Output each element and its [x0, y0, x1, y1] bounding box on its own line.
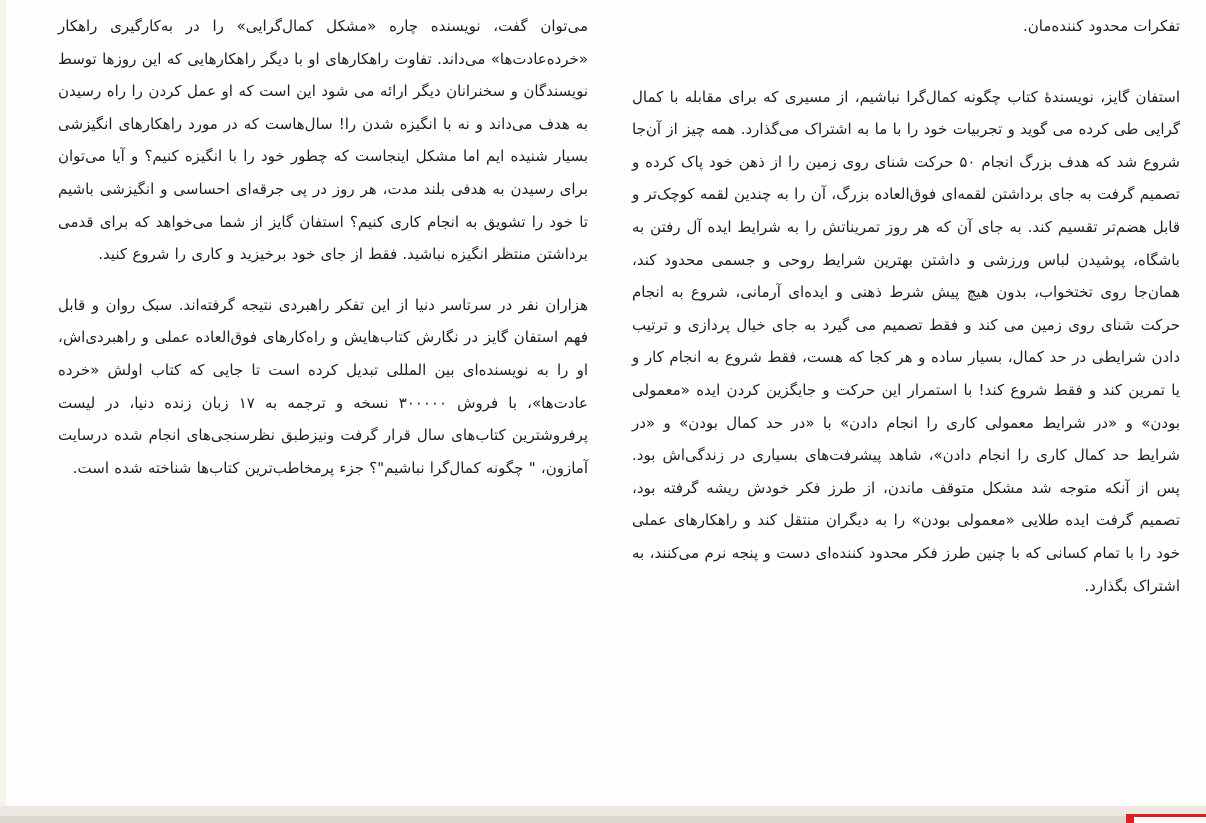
document-page — [6, 0, 1206, 806]
left-column — [58, 0, 588, 484]
right-column — [632, 0, 1180, 602]
page-bottom-strip — [0, 806, 1206, 816]
micro-habits-paragraph: می‌توان گفت، نویسنده چاره «مشکل کمال‌گرایی» را در به‌کارگیری راهکار «خرده‌عادت‌ها» می‌داند. تفاوت راهکارهای او با دیگر راهکارهایی که این روزها توسط نویسندگان و سخنرانان دیگر ارائه می شود این است که او عمل کردن را راه رسیدن به هدف می‌داند و نه با انگیزه شدن را! سال‌هاست که در مورد راهکارهای انگیزشی بسیار شنیده ایم اما مشکل اینجاست که چطور خود را با انگیزه کنیم؟ و آیا می‌توان برای رسیدن به هدفی بلند مدت، هر روز در پی جرقه‌ای احساسی و انگیزشی باشیم تا خود را تشویق به انجام کاری کنیم؟ استفان گایز از شما می‌خواهد که برای قدمی برداشتن منتظر انگیزه نباشید. فقط از جای خود برخیزید و کاری را شروع کنید. — [58, 17, 588, 264]
red-corner-marker — [1126, 814, 1206, 823]
book-success-paragraph: هزاران نفر در سرتاسر دنیا از این تفکر راهبردی نتیجه گرفته‌اند. سبک روان و قابل فهم استفان گایز در نگارش کتاب‌هایش و راه‌کارهای فوق‌العاده عملی و راهبردی‌اش، او را به نویسنده‌ای بین المللی تبدیل کرده است تا جایی که کتاب اولش «خرده عادت‌ها»، با فروش ۳۰۰۰۰۰ نسخه و ترجمه به ۱۷ زبان زنده دنیا، در لیست پرفروشترین کتاب‌های سال قرار گرفت ونیزطبق نظرسنجی‌های انجام شده درسایت آمازون، " چگونه کمال‌گرا نباشیم"؟ جزء پرمخاطب‌ترین کتاب‌ها شناخته شده است. — [58, 295, 588, 477]
author-story-paragraph: استفان گایز، نویسندهٔ کتاب چگونه کمال‌گرا نباشیم، از مسیری که برای مقابله با کمال گرایی طی کرده می گوید و تجربیات خود را با ما به اشتراک می‌گذارد. همه چیز از آن‌جا شروع شد که هدف بزرگ انجام ۵۰ حرکت شنای روی زمین را از ذهن خود پاک کرده و تصمیم گرفت به جای برداشتن لقمه‌ای فوق‌العاده بزرگ، آن را به چندین لقمه کوچک‌تر و قابل هضم‌تر تقسیم کند. به جای آن که هر روز تمریناتش را به شرایط ایده آل رفتن به باشگاه، پوشیدن لباس ورزشی و داشتن بهترین شرایط روحی و جسمی محدود کند، همان‌جا روی تختخواب، بدون هیچ پیش شرط ذهنی و ایده‌ای آرمانی، شروع به انجام حرکت شنای روی زمین می کند و فقط تصمیم می گیرد به جای خیال پردازی و ترتیب دادن شرایطی در حد کمال، بسیار ساده و هر کجا که هست، فقط شروع به انجام کار و یا تمرین کند و فقط شروع کند! با استمرار این حرکت و جایگزین کردن ایده «معمولی بودن» و «در شرایط معمولی کاری را انجام دادن» با «در حد کمال بودن» و «در شرایط حد کمال کاری را انجام دادن»، شاهد پیشرفت‌های بسیاری در زندگی‌اش بود. پس از آنکه متوجه شد مشکل متوقف ماندن، از طرز فکر خودش ریشه گرفته بود، تصمیم گرفت ایده طلایی «معمولی بودن» را به دیگران منتقل کند و راهکارهای عملی خود را با تمام کسانی که با چنین طرز فکر محدود کننده‌ای دست و پنجه نرم می‌کنند، به اشتراک بگذارد. — [632, 87, 1180, 595]
carryover-paragraph: تفکرات محدود کننده‌مان. — [1023, 17, 1180, 35]
page-bottom-border — [0, 816, 1206, 823]
